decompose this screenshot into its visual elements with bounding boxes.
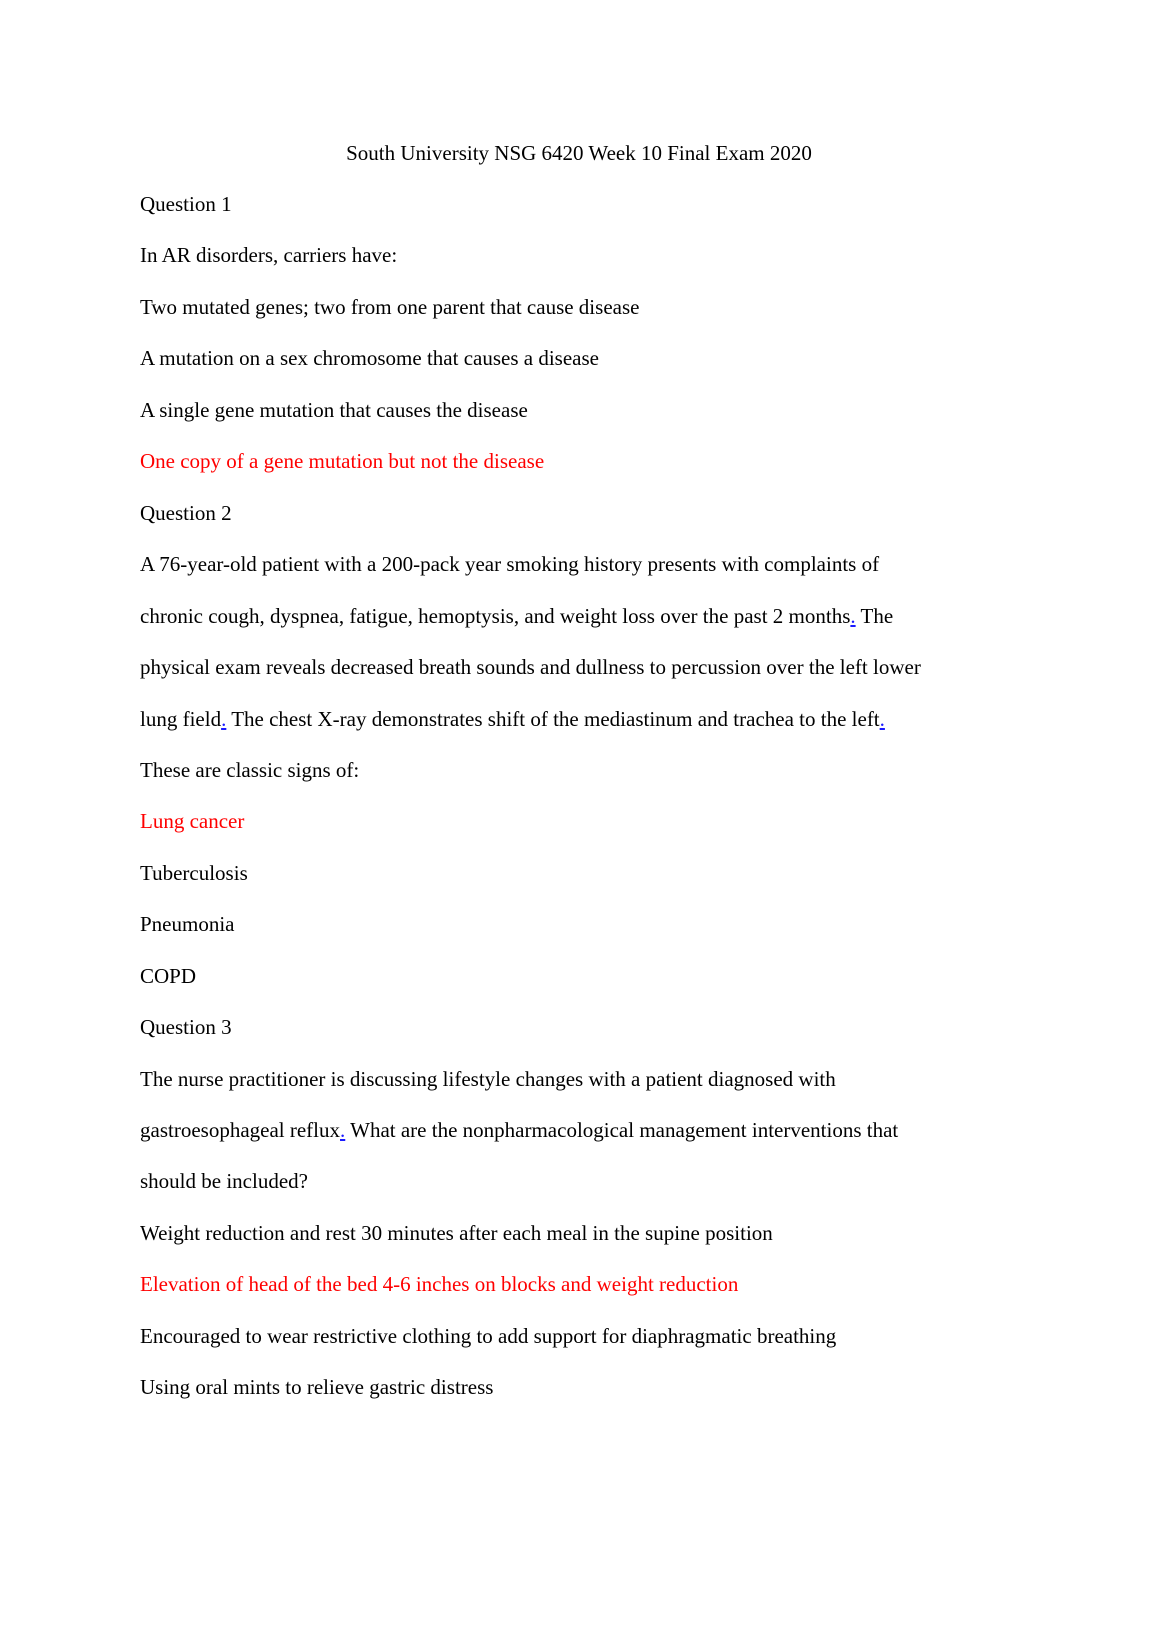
question-3-heading: Question 3 (140, 1015, 232, 1039)
edit-mark: . (221, 707, 227, 731)
question-2-heading: Question 2 (140, 501, 232, 525)
question-3-stem-line-2-tail: What are the nonpharmacological management interventions that (345, 1118, 899, 1142)
question-3-option-3: Encouraged to wear restrictive clothing to add support for diaphragmatic breathing (140, 1324, 837, 1348)
question-1-option-4-correct: One copy of a gene mutation but not the disease (140, 449, 545, 473)
question-2-option-4: COPD (140, 964, 197, 988)
question-2-stem-line-2-text: chronic cough, dyspnea, fatigue, hemoptysis, and weight loss over the past 2 months (140, 604, 851, 628)
edit-mark: . (879, 707, 885, 731)
question-2-option-2: Tuberculosis (140, 861, 248, 885)
edit-mark: . (850, 604, 856, 628)
document-title: South University NSG 6420 Week 10 Final Exam 2020 (346, 141, 812, 165)
question-1-stem: In AR disorders, carriers have: (140, 243, 398, 267)
question-3-option-1: Weight reduction and rest 30 minutes after each meal in the supine position (140, 1221, 773, 1245)
question-2-stem-line-1: A 76-year-old patient with a 200-pack year smoking history presents with complaints of (140, 552, 880, 576)
question-2-option-3: Pneumonia (140, 912, 235, 936)
question-3-stem-line-2 (140, 1115, 898, 1145)
question-3-stem-line-2-text: gastroesophageal reflux (140, 1118, 341, 1142)
question-1-option-1: Two mutated genes; two from one parent that cause disease (140, 295, 640, 319)
question-1-heading: Question 1 (140, 192, 232, 216)
question-2-stem-line-5: These are classic signs of: (140, 758, 360, 782)
question-3-stem-line-3: should be included? (140, 1169, 308, 1193)
question-2-stem-line-4-text: lung field (140, 707, 222, 731)
question-2-stem-line-3: physical exam reveals decreased breath sounds and dullness to percussion over the left lower (140, 655, 921, 679)
question-2-stem-line-4-tail: The chest X-ray demonstrates shift of the mediastinum and trachea to the left (226, 707, 880, 731)
edit-mark: . (340, 1118, 346, 1142)
question-2-stem-line-4 (140, 704, 885, 734)
question-3-stem-line-1: The nurse practitioner is discussing lifestyle changes with a patient diagnosed with (140, 1067, 836, 1091)
question-1-option-3: A single gene mutation that causes the disease (140, 398, 528, 422)
question-1-option-2: A mutation on a sex chromosome that causes a disease (140, 346, 599, 370)
question-3-option-2-correct: Elevation of head of the bed 4-6 inches on blocks and weight reduction (140, 1272, 739, 1296)
question-2-stem-line-2 (140, 601, 893, 631)
question-3-option-4: Using oral mints to relieve gastric distress (140, 1375, 494, 1399)
question-2-option-1-correct: Lung cancer (140, 809, 245, 833)
question-2-stem-line-2-tail: The (855, 604, 894, 628)
